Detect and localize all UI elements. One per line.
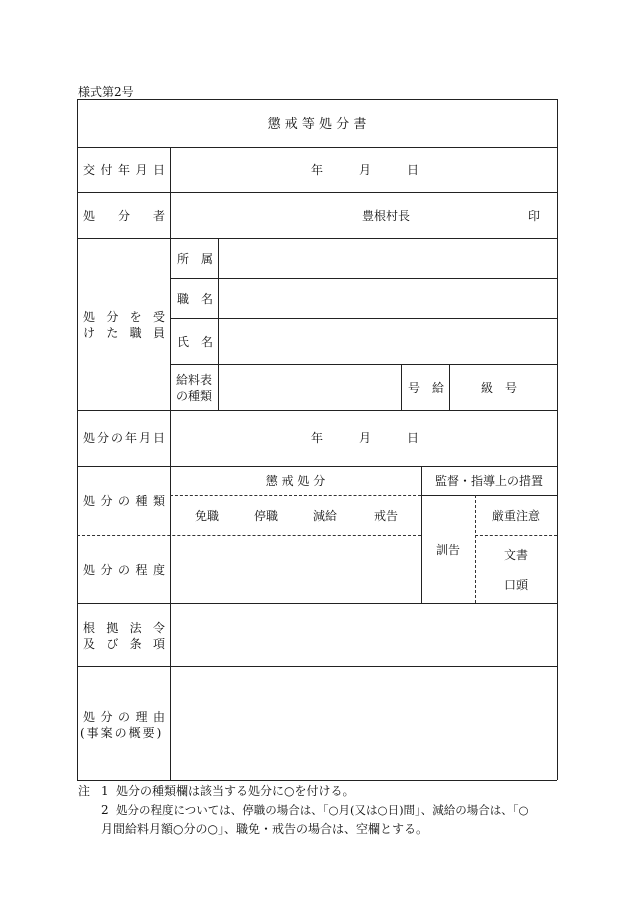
label-char: の	[117, 494, 130, 508]
label-char: 処	[83, 710, 96, 724]
position-label	[177, 292, 213, 306]
label-char: 分	[100, 563, 113, 577]
disposal-date-month: 月	[359, 431, 372, 445]
label-char: 氏	[177, 335, 190, 349]
label-char: 度	[152, 563, 165, 577]
label-char: 給	[431, 381, 444, 395]
option-reprimand: 戒告	[374, 509, 399, 523]
disposal-degree-label	[83, 563, 165, 577]
employee-label-line1	[83, 310, 165, 324]
name-label	[177, 335, 213, 349]
option-written: 文書	[503, 548, 528, 562]
disposal-date-label: 処分の年月日	[83, 431, 168, 445]
disposal-date-year: 年	[311, 431, 324, 445]
seal-mark: 印	[528, 209, 541, 223]
label-char: 処	[83, 209, 96, 223]
document-title: 懲 戒 等 処 分 書	[267, 117, 367, 132]
label-char: 員	[152, 326, 165, 340]
note-prefix: 注	[78, 784, 91, 798]
label-char: 条	[129, 637, 142, 651]
label-char: 日	[152, 163, 165, 177]
supervision-header: 監督・指導上の措置	[434, 474, 543, 488]
label-char: 交	[83, 163, 96, 177]
label-char: 者	[152, 209, 165, 223]
issue-date-day: 日	[407, 163, 420, 177]
note1-number: 1	[101, 784, 109, 798]
form-number: 様式第2号	[78, 85, 134, 99]
grade-number-label	[408, 381, 444, 395]
label-char: を	[129, 310, 142, 324]
label-char: 処	[83, 310, 96, 324]
legal-basis-label-line2	[83, 637, 165, 651]
label-char: 処	[83, 494, 96, 508]
note2-text-line2: 月間給料月額○分の○」、職免・戒告の場合は、空欄とする。	[101, 822, 428, 836]
label-char: た	[106, 326, 119, 340]
label-char: 拠	[106, 621, 119, 635]
label-char: 令	[152, 621, 165, 635]
issue-date-month: 月	[359, 163, 372, 177]
label-char: 名	[200, 292, 213, 306]
option-admonition: 訓告	[435, 543, 460, 557]
label-char: 及	[83, 637, 96, 651]
label-char: 号	[408, 381, 421, 395]
label-char: 分	[100, 494, 113, 508]
label-char: 分	[100, 710, 113, 724]
disposal-type-label	[83, 494, 165, 508]
reason-label-line1	[83, 710, 165, 724]
note2-text-line1: 処分の程度については、停職の場合は、「○月(又は○日)間」、減給の場合は、「○	[116, 803, 529, 817]
label-char: 年	[117, 163, 130, 177]
affiliation-label	[177, 252, 213, 266]
issue-date-year: 年	[311, 163, 324, 177]
salary-table-label-line1: 給料表	[176, 373, 213, 387]
note1-text: 処分の種類欄は該当する処分に○を付ける。	[116, 784, 355, 798]
label-char: 根	[83, 621, 96, 635]
label-char: 月	[135, 163, 148, 177]
rank-number-label: 級 号	[481, 381, 518, 395]
label-char: 所	[177, 252, 190, 266]
legal-basis-label-line1	[83, 621, 165, 635]
option-pay-cut: 減給	[313, 509, 338, 523]
disposal-date-day: 日	[407, 431, 420, 445]
label-char: 付	[100, 163, 113, 177]
salary-table-label-line2: の種類	[176, 389, 213, 403]
label-char: の	[117, 563, 130, 577]
option-oral: 口頭	[503, 578, 528, 592]
label-char: 分	[106, 310, 119, 324]
label-char: 類	[152, 494, 165, 508]
label-char: 理	[135, 710, 148, 724]
disposer-value: 豊根村長	[362, 209, 411, 223]
label-char: 職	[177, 292, 190, 306]
label-char: 種	[135, 494, 148, 508]
label-char: 属	[200, 252, 213, 266]
label-char: の	[117, 710, 130, 724]
label-char: 程	[135, 563, 148, 577]
label-char: 受	[152, 310, 165, 324]
label-char: 法	[129, 621, 142, 635]
employee-label-line2	[83, 326, 165, 340]
label-char: 由	[152, 710, 165, 724]
option-dismissal: 免職	[195, 509, 220, 523]
label-char: 名	[200, 335, 213, 349]
disposer-label	[83, 209, 165, 223]
discipline-header: 懲 戒 処 分	[265, 474, 326, 488]
label-char: け	[83, 326, 96, 340]
label-char: 処	[83, 563, 96, 577]
issue-date-label	[83, 163, 165, 177]
label-char: 職	[129, 326, 142, 340]
option-suspension: 停職	[254, 509, 279, 523]
option-strict-warning: 厳重注意	[491, 509, 540, 523]
label-char: び	[106, 637, 119, 651]
note2-number: 2	[101, 803, 109, 817]
label-char: 分	[117, 209, 130, 223]
label-char: 項	[152, 637, 165, 651]
reason-label-line2: (事案の概要)	[80, 726, 164, 740]
